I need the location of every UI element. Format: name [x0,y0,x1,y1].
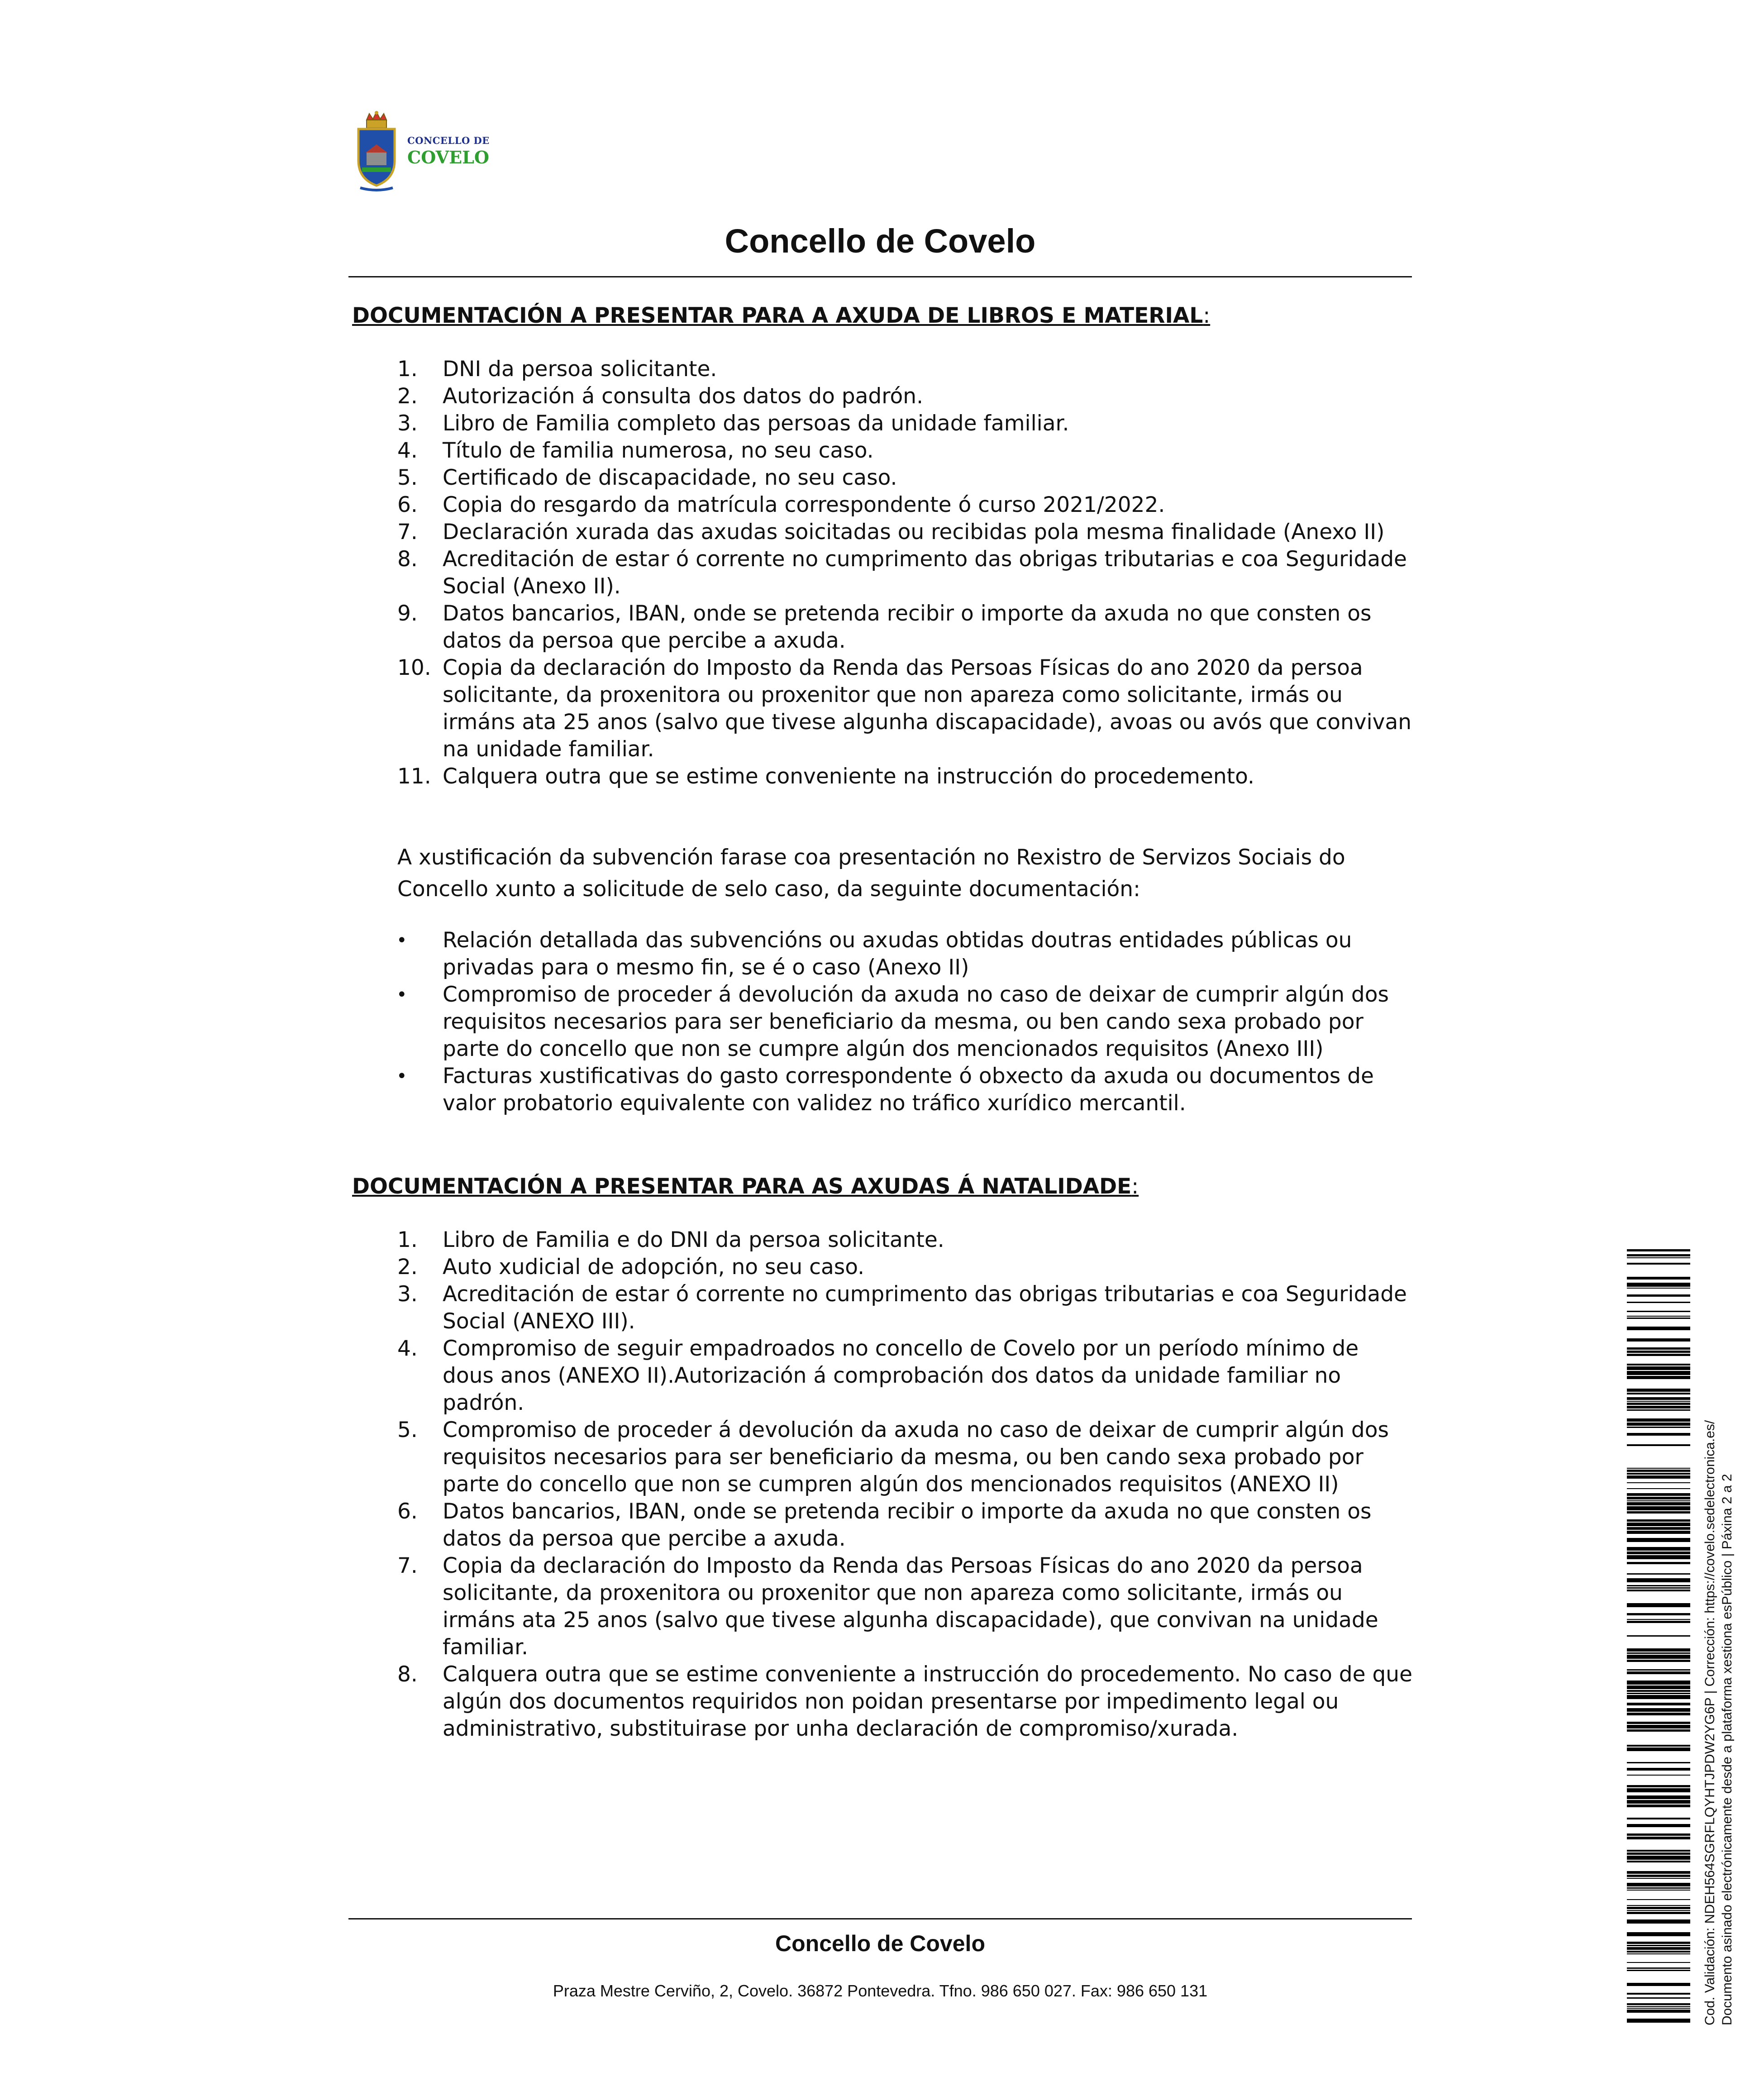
bullet-icon: • [396,930,407,951]
list-item: 10. Copia da declaración do Imposto da Renda das Persoas Físicas do ano 2020 da persoa solicitante, da proxenitora ou proxenitor que non apareza como solicitante, irmás ou irmáns ata 25 anos (salvo que tivese algunha discapacidade), avoas ou avós que convivan na unidade familiar. [397,655,1412,762]
list-item: 1. Libro de Familia e do DNI da persoa solicitante. [397,1227,944,1252]
list-item: 8. Acreditación de estar ó corrente no cumprimento das obrigas tributarias e coa Seguridade Social (Anexo II). [397,547,1407,599]
list-item: 6. Copia do resgardo da matrícula correspondente ó curso 2021/2022. [397,492,1165,517]
justification-bullet-list [352,927,1413,1117]
justification-paragraph: A xustificación da subvención farase coa presentación no Rexistro de Servizos Sociais do Concello xunto a solicitude de selo caso, da seguinte documentación: [397,845,1345,902]
list-item: 8. Calquera outra que se estime conveniente a instrucción do procedemento. No caso de que algún dos documentos requiridos non poidan presentarse por impedimento legal ou administrativo, substituirase por unha declaración de compromiso/xurada. [397,1662,1412,1741]
list-item: • Compromiso de proceder á devolución da axuda no caso de deixar de cumprir algún dos requisitos necesarios para ser beneficiario da mesma, ou ben cando sexa probado por parte do concello que non se cumpre algún dos mencionados requisitos (Anexo III) [396,982,1389,1061]
natality-document-list [352,1227,1413,1743]
header-divider [348,276,1412,277]
list-item: • Relación detallada das subvencións ou axudas obtidas doutras entidades públicas ou privadas para o mesmo fin, se é o caso (Anexo II) [396,928,1352,980]
validation-stamp [1702,1247,1736,2025]
footer-title: Concello de Covelo [775,1931,985,1956]
list-item: 1. DNI da persoa solicitante. [397,357,717,382]
bullet-icon: • [396,1066,407,1087]
list-item: 2. Autorización á consulta dos datos do padrón. [397,384,924,409]
list-item: 5. Compromiso de proceder á devolución da axuda no caso de deixar de cumprir algún dos requisitos necesarios para ser beneficiario da mesma, ou ben cando sexa probado por parte do concello que non se cumpren algún dos mencionados requisitos (ANEXO II) [397,1418,1389,1497]
section-heading-books: DOCUMENTACIÓN A PRESENTAR PARA A AXUDA DE LIBROS E MATERIAL: [352,303,1211,328]
list-item: 9. Datos bancarios, IBAN, onde se pretenda recibir o importe da axuda no que consten os datos da persoa que percibe a axuda. [397,601,1372,653]
list-item: 3. Libro de Familia completo das persoas da unidade familiar. [397,411,1069,436]
barcode-icon [1627,1249,1690,2028]
list-item: 11. Calquera outra que se estime conveniente na instrucción do procedemento. [397,764,1254,789]
list-item: 7. Copia da declaración do Imposto da Renda das Persoas Físicas do ano 2020 da persoa solicitante, da proxenitora ou proxenitor que non apareza como solicitante, irmás ou irmáns ata 25 anos (salvo que tivese algunha discapacidade), que convivan na unidade familiar. [397,1553,1378,1660]
shield-icon [358,129,395,190]
footer-address: Praza Mestre Cerviño, 2, Covelo. 36872 Pontevedra. Tfno. 986 650 027. Fax: 986 650 131 [553,1981,1208,2000]
signature-line: Documento asinado electrónicamente desde a plataforma xestiona esPúblico | Páxina 2 a 2 [1720,1474,1735,2025]
section-heading-natality: DOCUMENTACIÓN A PRESENTAR PARA AS AXUDAS Á NATALIDADE: [352,1174,1139,1199]
books-document-list [352,356,1413,790]
logo-line2: COVELO [407,147,489,167]
list-item: 2. Auto xudicial de adopción, no seu caso. [397,1255,865,1280]
list-item: 7. Declaración xurada das axudas soicitadas ou recibidas pola mesma finalidade (Anexo II) [397,520,1385,544]
list-item: 4. Título de familia numerosa, no seu caso. [397,438,874,463]
list-item: 6. Datos bancarios, IBAN, onde se pretenda recibir o importe da axuda no que consten os datos da persoa que percibe a axuda. [397,1499,1372,1551]
page-title: Concello de Covelo [725,222,1036,260]
list-item: • Facturas xustificativas do gasto correspondente ó obxecto da axuda ou documentos de valor probatorio equivalente con validez no tráfico xurídico mercantil. [396,1064,1374,1116]
logo-line1: CONCELLO DE [407,135,490,146]
list-item: 3. Acreditación de estar ó corrente no cumprimento das obrigas tributarias e coa Seguridade Social (ANEXO III). [397,1282,1407,1334]
list-item: 5. Certificado de discapacidade, no seu caso. [397,465,897,490]
crown-icon [367,111,386,128]
logo-wordmark [407,135,490,167]
bullet-icon: • [396,984,407,1005]
list-item: 4. Compromiso de seguir empadroados no concello de Covelo por un período mínimo de dous anos (ANEXO II).Autorización á comprobación dos datos da unidade familiar no padrón. [397,1336,1359,1415]
footer-divider [348,1918,1412,1919]
validation-line: Cod. Validación: NDEH564SGRFLQYHTJPDW2YG6P | Corrección: https://covelo.sedelectronica.es/ [1702,1420,1717,2025]
document-body [352,302,1413,1743]
